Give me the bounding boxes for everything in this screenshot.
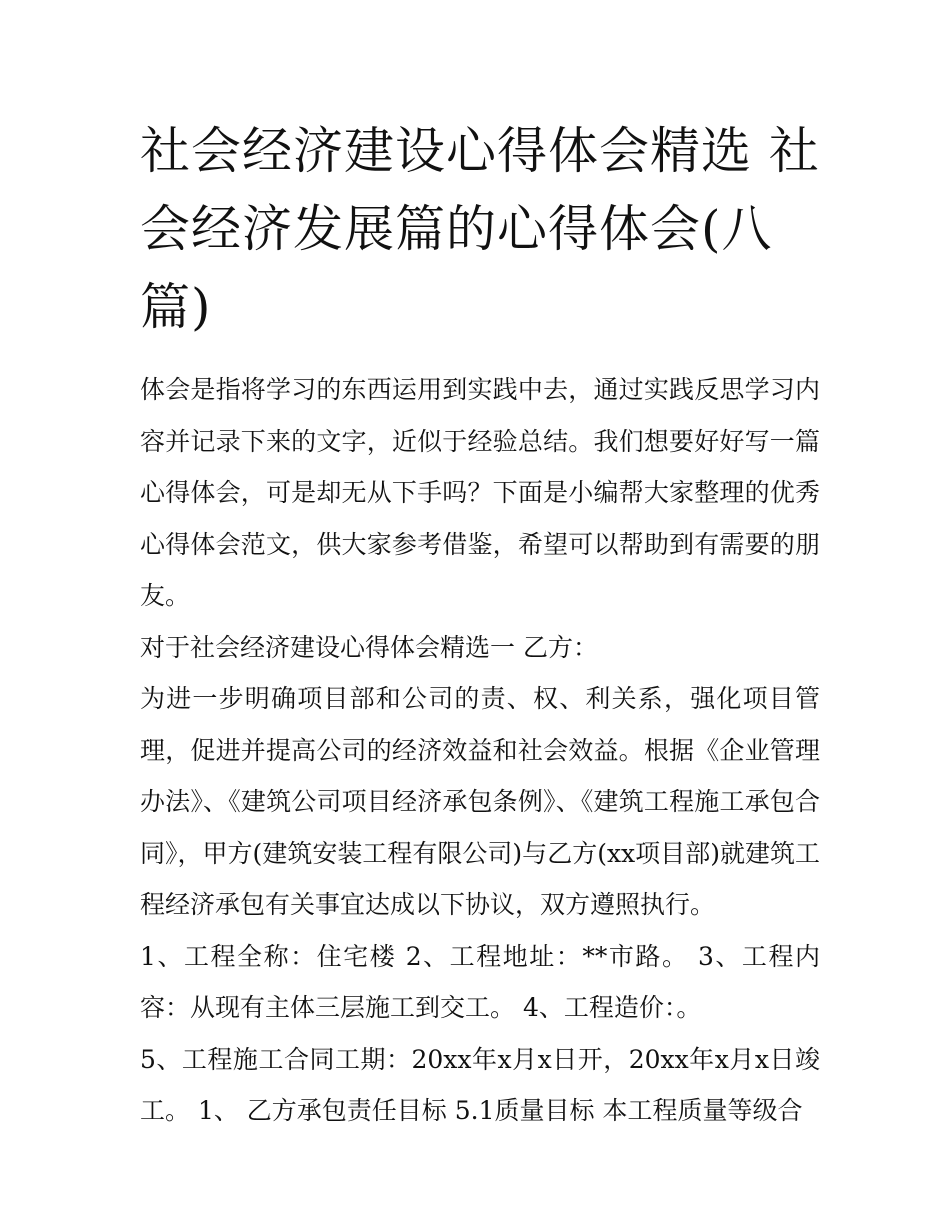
paragraph-purpose: 为进一步明确项目部和公司的责、权、利关系，强化项目管理，促进并提高公司的经济效益和社会效益。根据《企业管理办法》、《建筑公司项目经济承包条例》、《建筑工程施工承包合同》，甲方(建筑安装工程有限公司)与乙方(xx项目部)就建筑工程经济承包有关事宜达成以下协议，双方遵照执行。 bbox=[140, 684, 820, 919]
document-page bbox=[140, 112, 820, 1137]
paragraph-section-heading: 对于社会经济建设心得体会精选一 乙方： bbox=[140, 632, 598, 662]
document-title: 社会经济建设心得体会精选 社会经济发展篇的心得体会(八篇) bbox=[140, 122, 820, 336]
paragraph-schedule: 5、工程施工合同工期：20xx年x月x日开，20xx年x月x日竣工。 1、 乙方承包责任目标 5.1质量目标 本工程质量等级合 bbox=[140, 1044, 820, 1125]
paragraph-intro: 体会是指将学习的东西运用到实践中去，通过实践反思学习内容并记录下来的文字，近似于经验总结。我们想要好好写一篇心得体会，可是却无从下手吗？下面是小编帮大家整理的优秀心得体会范文，供大家参考借鉴，希望可以帮助到有需要的朋友。 bbox=[140, 375, 820, 610]
paragraph-project-info: 1、工程全称：住宅楼 2、工程地址：**市路。 3、工程内容：从现有主体三层施工到交工。 4、工程造价：。 bbox=[140, 941, 820, 1022]
